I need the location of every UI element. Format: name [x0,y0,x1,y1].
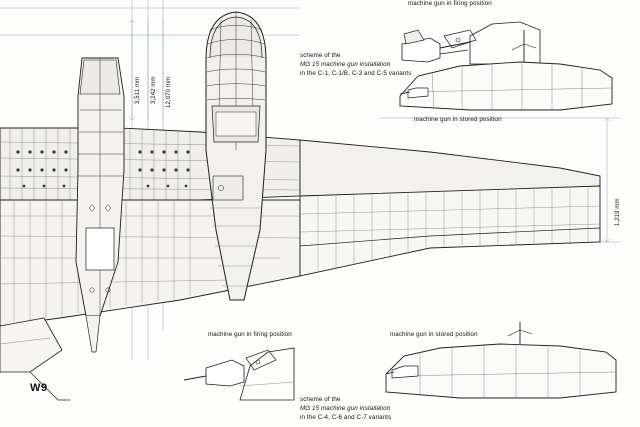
dimension-label-1219: 1,219 mm [615,198,621,226]
caption-bottom-firing: machine gun in firing position [208,331,292,338]
inset-top-firing-position [402,22,540,64]
caption-bottom-stored: machine gun in stored position [390,331,478,338]
scheme-note-lower-line1: scheme of the [300,396,341,403]
dimension-label-12070: 12,070 mm [166,76,172,108]
scheme-note-upper-line2: MG 15 machine gun installation [300,61,391,68]
scheme-note-upper-line3: in the C-1, C-1/B, C-3 and C-5 variants [300,70,412,77]
scheme-note-lower-line3: in the C-4, C-6 and C-7 variants [300,414,392,421]
dimension-label-3511: 3,511 mm [135,76,141,104]
scheme-note-lower-line2: MG 15 machine gun installation [300,405,391,412]
caption-top-firing: machine gun in firing position [408,0,492,7]
right-outer-wing-panel [300,186,600,276]
dimension-label-3242: 3,242 mm [151,76,157,104]
inset-bottom-firing-position [184,348,294,400]
caption-top-stored: machine gun in stored position [414,116,502,123]
plate-mark: W9 [30,382,48,394]
scheme-note-upper-line1: scheme of the [300,52,341,59]
